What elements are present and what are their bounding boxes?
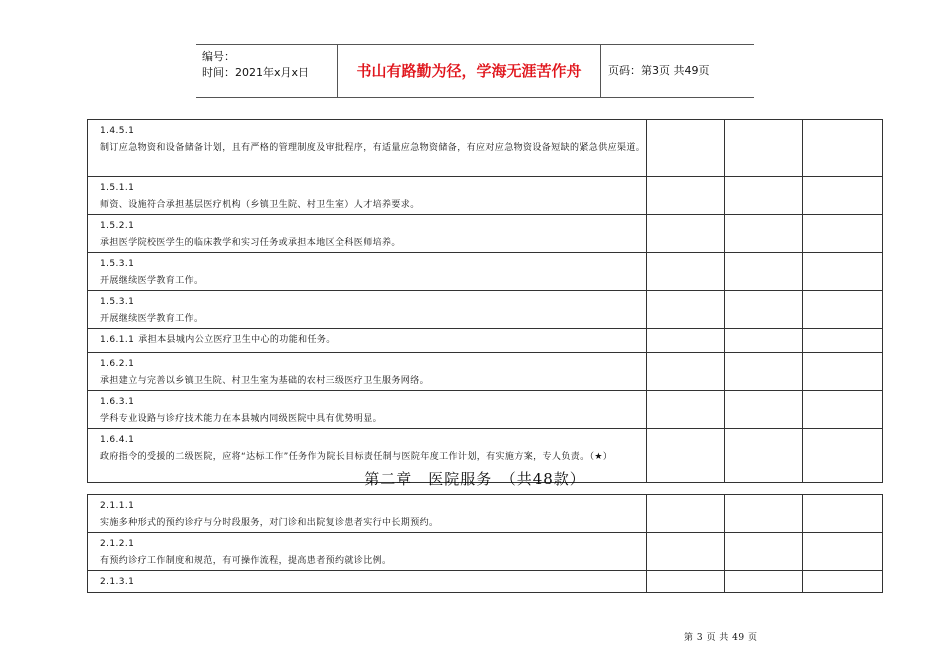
- criterion-code: 2.1.2.1: [100, 539, 135, 549]
- criterion-code: 1.5.1.1: [100, 183, 135, 193]
- score-cell: [803, 329, 883, 353]
- time-label: 时间：2021年x月x日: [202, 66, 310, 79]
- criterion-code: 1.6.2.1: [100, 359, 135, 369]
- score-cell: [725, 329, 803, 353]
- criterion-code: 1.6.4.1: [100, 435, 135, 445]
- criterion-description: 有预约诊疗工作制度和规范，有可操作流程，提高患者预约就诊比例。: [100, 556, 392, 566]
- number-label: 编号：: [202, 50, 235, 63]
- score-cell: [647, 571, 725, 593]
- criterion-cell: [88, 253, 647, 291]
- score-cell: [803, 533, 883, 571]
- score-cell: [647, 253, 725, 291]
- chapter-title: 第二章 医院服务 （共48款）: [364, 470, 586, 488]
- score-cell: [725, 215, 803, 253]
- table-row: [88, 571, 883, 593]
- score-cell: [803, 571, 883, 593]
- criterion-code: 1.5.3.1: [100, 259, 135, 269]
- score-cell: [725, 391, 803, 429]
- score-cell: [725, 495, 803, 533]
- score-cell: [725, 353, 803, 391]
- header-page-info: 页码：第3页 共49页: [608, 64, 710, 77]
- criterion-code: 1.6.1.1: [100, 335, 135, 345]
- criterion-cell: [88, 120, 647, 177]
- criterion-cell: [88, 329, 647, 353]
- table-row: [88, 329, 883, 353]
- score-cell: [803, 120, 883, 177]
- table-row: [88, 253, 883, 291]
- criterion-cell: [88, 215, 647, 253]
- criterion-cell: [88, 533, 647, 571]
- score-cell: [803, 391, 883, 429]
- criterion-code: 1.4.5.1: [100, 126, 135, 136]
- criterion-description: 开展继续医学教育工作。: [100, 276, 204, 286]
- table-row: [88, 291, 883, 329]
- criterion-cell: [88, 353, 647, 391]
- criterion-description: 学科专业设路与诊疗技术能力在本县城内同级医院中具有优势明显。: [100, 414, 383, 424]
- criterion-description: 实施多种形式的预约诊疗与分时段服务，对门诊和出院复诊患者实行中长期预约。: [100, 518, 439, 528]
- score-cell: [725, 533, 803, 571]
- criterion-code: 2.1.3.1: [100, 577, 135, 587]
- criterion-description: 开展继续医学教育工作。: [100, 314, 204, 324]
- criterion-description: 承担本县城内公立医疗卫生中心的功能和任务。: [138, 335, 336, 345]
- score-cell: [647, 291, 725, 329]
- score-cell: [647, 533, 725, 571]
- header-meta: [196, 45, 338, 97]
- criterion-code: 1.5.2.1: [100, 221, 135, 231]
- criterion-code: 1.6.3.1: [100, 397, 135, 407]
- score-cell: [725, 177, 803, 215]
- criterion-description: 制订应急物资和设备储备计划，且有严格的管理制度及审批程序，有适量应急物资储备，有应对应急物资设备短缺的紧急供应渠道。: [100, 143, 646, 153]
- score-cell: [647, 215, 725, 253]
- table-row: [88, 391, 883, 429]
- criterion-cell: [88, 177, 647, 215]
- criterion-description: 承担医学院校医学生的临床教学和实习任务或承担本地区全科医师培养。: [100, 238, 401, 248]
- criterion-cell: [88, 291, 647, 329]
- score-cell: [647, 177, 725, 215]
- criterion-cell: [88, 391, 647, 429]
- table-row: [88, 120, 883, 177]
- score-cell: [803, 253, 883, 291]
- table-row: [88, 495, 883, 533]
- criterion-code: 2.1.1.1: [100, 501, 135, 511]
- criterion-code: 1.5.3.1: [100, 297, 135, 307]
- page-header: [196, 44, 754, 98]
- criteria-table-2: [87, 494, 883, 593]
- criterion-description: 政府指令的受援的二级医院，应将“达标工作”任务作为院长目标责任制与医院年度工作计划，有实施方案，专人负责。（★）: [100, 452, 613, 462]
- score-cell: [803, 215, 883, 253]
- score-cell: [647, 495, 725, 533]
- score-cell: [725, 571, 803, 593]
- table-row: [88, 177, 883, 215]
- criterion-description: 承担建立与完善以乡镇卫生院、村卫生室为基础的农村三级医疗卫生服务网络。: [100, 376, 430, 386]
- score-cell: [803, 495, 883, 533]
- table-row: [88, 215, 883, 253]
- header-motto: 书山有路勤为径，学海无涯苦作舟: [338, 45, 601, 97]
- score-cell: [725, 291, 803, 329]
- criterion-cell: [88, 495, 647, 533]
- table-row: [88, 533, 883, 571]
- criterion-cell: [88, 571, 647, 593]
- score-cell: [647, 329, 725, 353]
- score-cell: [803, 353, 883, 391]
- page-footer: 第 3 页 共 49 页: [684, 633, 758, 643]
- score-cell: [725, 253, 803, 291]
- criterion-description: 师资、设施符合承担基层医疗机构（乡镇卫生院、村卫生室）人才培养要求。: [100, 200, 420, 210]
- score-cell: [647, 120, 725, 177]
- score-cell: [647, 391, 725, 429]
- score-cell: [725, 120, 803, 177]
- score-cell: [803, 291, 883, 329]
- score-cell: [803, 177, 883, 215]
- score-cell: [647, 353, 725, 391]
- table-row: [88, 353, 883, 391]
- criteria-table-1: [87, 119, 883, 483]
